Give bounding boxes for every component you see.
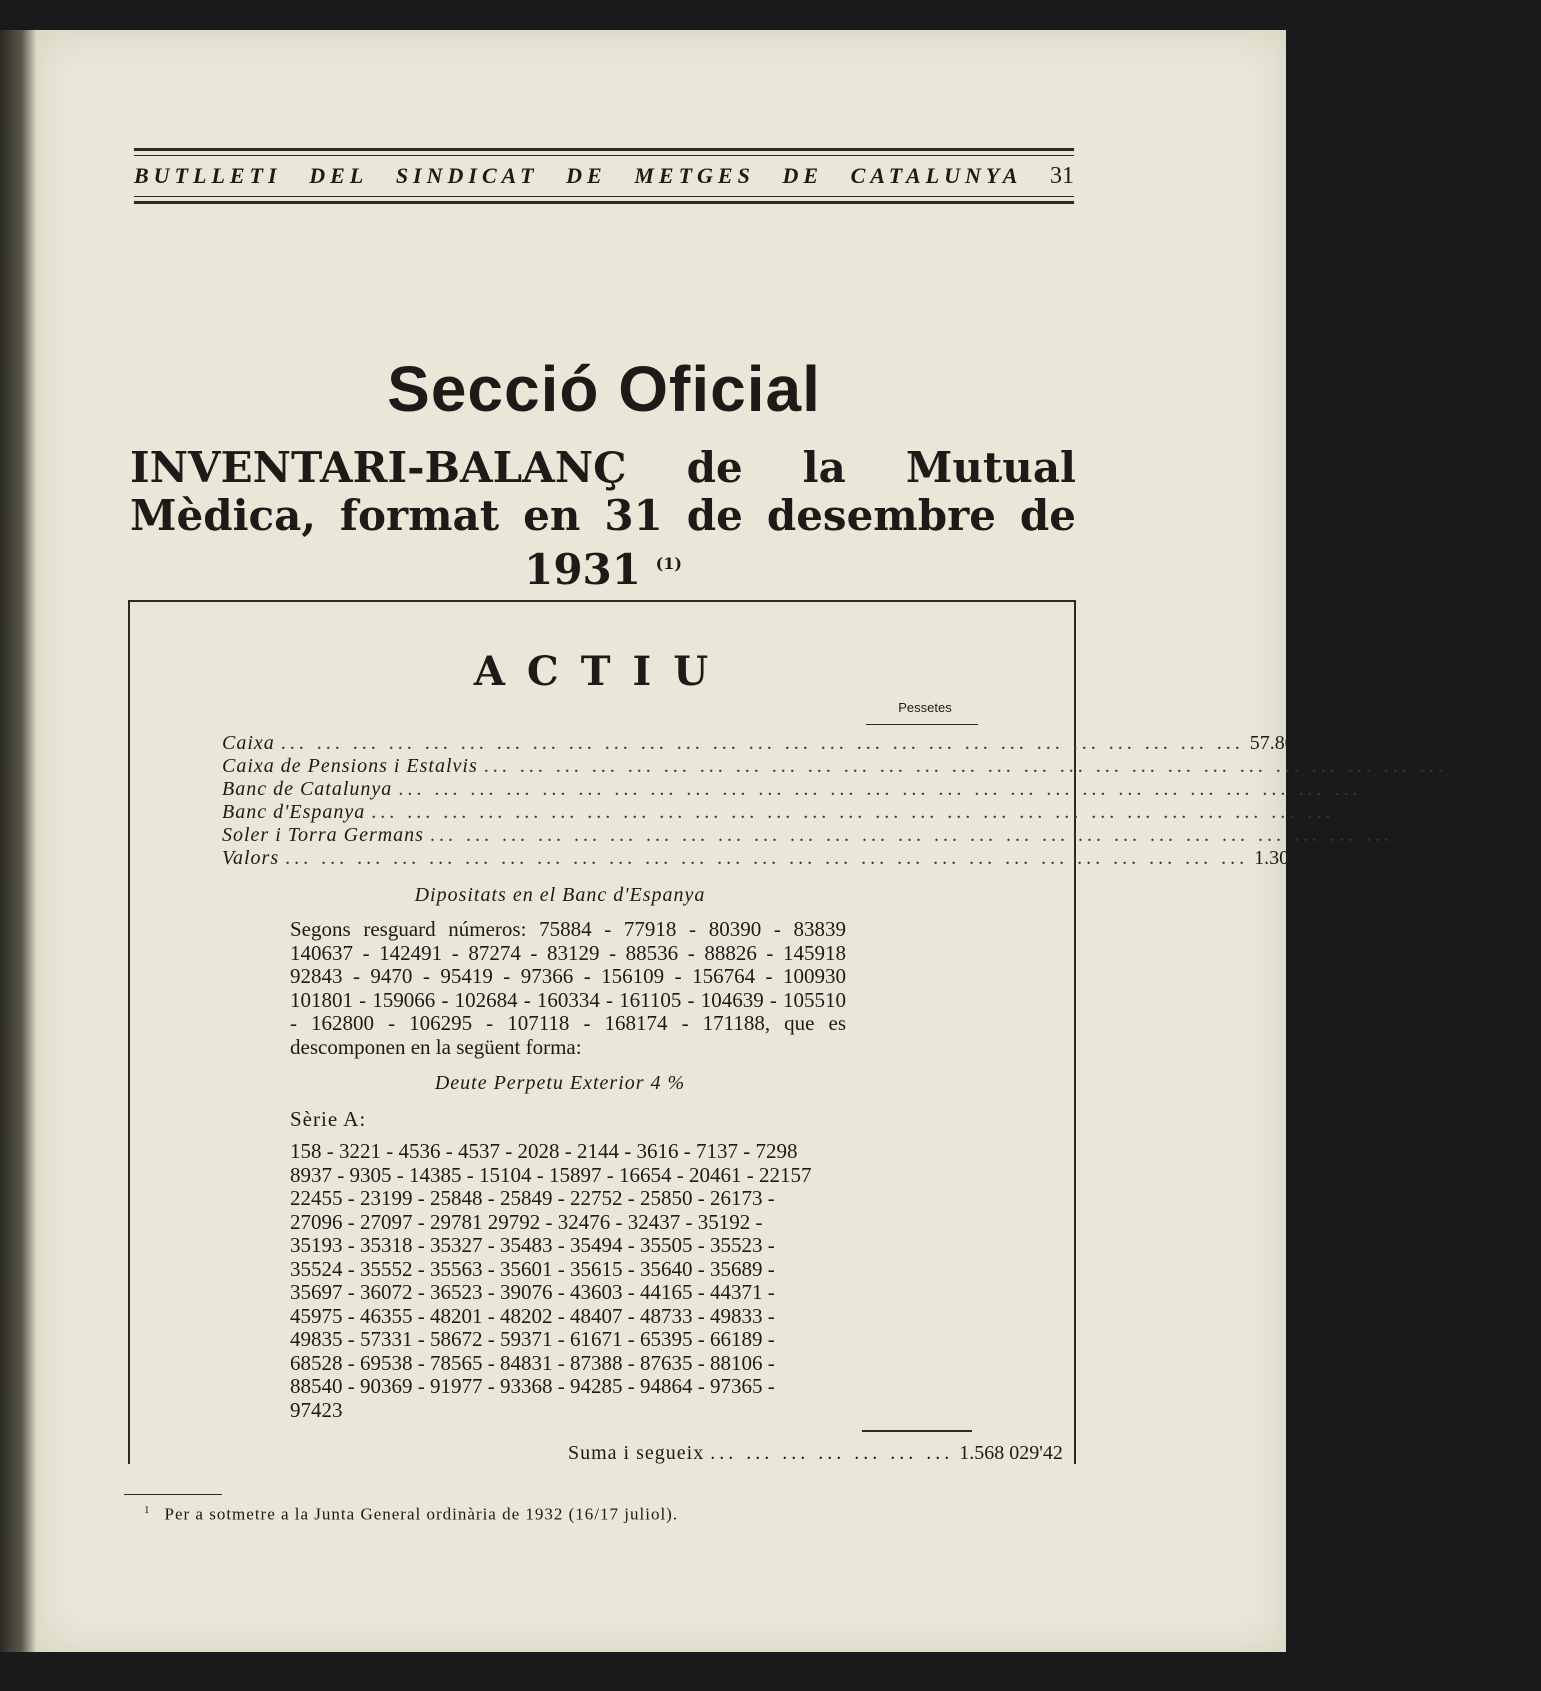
account-label: Valors — [222, 847, 280, 869]
series-label: Sèrie A: — [290, 1107, 367, 1131]
section-title: Secció Oficial — [387, 353, 821, 425]
account-amount: 57.804'94 — [1249, 732, 1329, 754]
header-rule-bottom — [134, 201, 1074, 204]
account-label: Banc d'Espanya — [222, 801, 366, 823]
leader-dots: ... ... ... ... ... ... ... ... ... ... ... ... ... ... ... ... ... ... ... ... ... ... ... ... ... ... ... — [429, 824, 1393, 846]
page-number: 31 — [1050, 163, 1074, 189]
account-label: Caixa — [222, 732, 275, 754]
leader-dots: ... ... ... ... ... ... ... ... ... ... ... ... ... ... ... ... ... ... ... ... ... ... ... ... ... ... ... — [285, 847, 1249, 869]
account-label: Caixa de Pensions i Estalvis — [222, 755, 478, 777]
series-line: 88540 - 90369 - 91977 - 93368 - 94285 - 94864 - 97365 - — [290, 1374, 775, 1398]
sum-row — [568, 1442, 1063, 1465]
header-word: SINDICAT — [395, 163, 539, 188]
account-row — [222, 755, 1541, 778]
header-rule-top — [134, 148, 1074, 151]
header-word: BUTLLETI — [134, 163, 282, 188]
series-line: 27096 - 27097 - 29781 29792 - 32476 - 32437 - 35192 - — [290, 1209, 763, 1234]
header-word: METGES — [634, 163, 755, 188]
series-line: 68528 - 69538 - 78565 - 84831 - 87388 - 87635 - 88106 - — [290, 1350, 775, 1375]
series-line: 158 - 3221 - 4536 - 4537 - 2028 - 2144 - 3616 - 7137 - 7298 — [290, 1139, 798, 1163]
actiu-heading: ACTIU — [473, 648, 731, 695]
series-line: 8937 - 9305 - 14385 - 15104 - 15897 - 16654 - 20461 - 22157 — [290, 1162, 812, 1187]
sum-rule — [862, 1430, 972, 1432]
header-word: DE — [782, 163, 824, 188]
sum-label: Suma i segueix — [568, 1442, 705, 1464]
account-label: Banc de Catalunya — [222, 778, 393, 800]
footnote-mark: 1 — [144, 1504, 151, 1516]
series-line: 35697 - 36072 - 36523 - 39076 - 43603 - 44165 - 44371 - — [290, 1280, 775, 1304]
deposits-heading: Dipositats en el Banc d'Espanya — [414, 884, 706, 906]
leader-dots: ... ... ... ... ... ... ... ... ... ... ... ... ... ... ... ... ... ... ... ... ... ... ... ... ... ... ... — [483, 755, 1447, 777]
series-line: 35193 - 35318 - 35327 - 35483 - 35494 - 35505 - 35523 - — [290, 1233, 775, 1257]
account-row — [222, 847, 1358, 870]
header-word: DEL — [309, 163, 369, 188]
document-title — [130, 444, 1076, 594]
account-row — [222, 732, 1329, 755]
series-line: 22455 - 23199 - 25848 - 25849 - 22752 - 25850 - 26173 - — [290, 1186, 775, 1210]
account-amount: 19.262'30 — [1340, 801, 1419, 823]
currency-label: Pessetes — [898, 700, 952, 715]
book-spine — [0, 30, 36, 1652]
title-footnote-ref: (1) — [655, 554, 682, 573]
document-title-text: INVENTARI-BALANÇ de la Mutual Mèdica, format en 31 de desembre de 1931 — [130, 443, 1076, 594]
account-amount: 160.745'21 — [1452, 755, 1541, 777]
header-rule-bottom-thin — [134, 196, 1074, 197]
leader-dots: ... ... ... ... ... ... ... — [710, 1442, 954, 1464]
account-amount: 346'28 — [1367, 778, 1421, 800]
footnote — [144, 1504, 678, 1525]
account-row — [222, 801, 1419, 824]
account-row — [222, 824, 1478, 847]
account-label: Soler i Torra Germans — [222, 824, 424, 846]
leader-dots: ... ... ... ... ... ... ... ... ... ... ... ... ... ... ... ... ... ... ... ... ... ... ... ... ... ... ... — [398, 778, 1362, 800]
footnote-text: Per a sotmetre a la Junta General ordinària de 1932 (16/17 juliol). — [164, 1504, 679, 1524]
series-line: 49835 - 57331 - 58672 - 59371 - 61671 - 65395 - 66189 - — [290, 1327, 775, 1351]
footnote-rule — [124, 1494, 222, 1495]
header-rule-top-thin — [134, 155, 1074, 156]
series-numbers — [290, 1140, 846, 1422]
account-row — [222, 778, 1421, 801]
leader-dots: ... ... ... ... ... ... ... ... ... ... ... ... ... ... ... ... ... ... ... ... ... ... ... ... ... ... ... — [280, 732, 1244, 754]
leader-dots: ... ... ... ... ... ... ... ... ... ... ... ... ... ... ... ... ... ... ... ... ... ... ... ... ... ... ... — [371, 801, 1335, 823]
account-amount: 1.303.943'25 — [1254, 847, 1358, 869]
series-line: 35524 - 35552 - 35563 - 35601 - 35615 - 35640 - 35689 - — [290, 1256, 775, 1281]
header-word: CATALUNYA — [850, 163, 1023, 188]
running-header — [134, 163, 1074, 190]
series-line: 45975 - 46355 - 48201 - 48202 - 48407 - 48733 - 49833 - — [290, 1303, 775, 1328]
account-amount: 25.927'44 — [1398, 824, 1478, 846]
header-word: DE — [566, 163, 607, 188]
sum-amount: 1.568 029'42 — [959, 1442, 1063, 1464]
debt-heading: Deute Perpetu Exterior 4 % — [434, 1072, 686, 1094]
deposits-paragraph: Segons resguard números: 75884 - 77918 - 80390 - 83839 140637 - 142491 - 87274 - 83129 - 88536 - 88826 - 145918 92843 - 9470 - 95419 - 97366 - 156109 - 156764 - 100930 101801 - 159066 - 102684 - 160334 - 161105 - 104639 - 105510 - 162800 - 106295 - 107118 - 168174 - 171188, que es descomponen en la següent forma: — [290, 917, 846, 1059]
currency-rule — [866, 724, 978, 725]
series-line: 97423 — [290, 1397, 343, 1422]
